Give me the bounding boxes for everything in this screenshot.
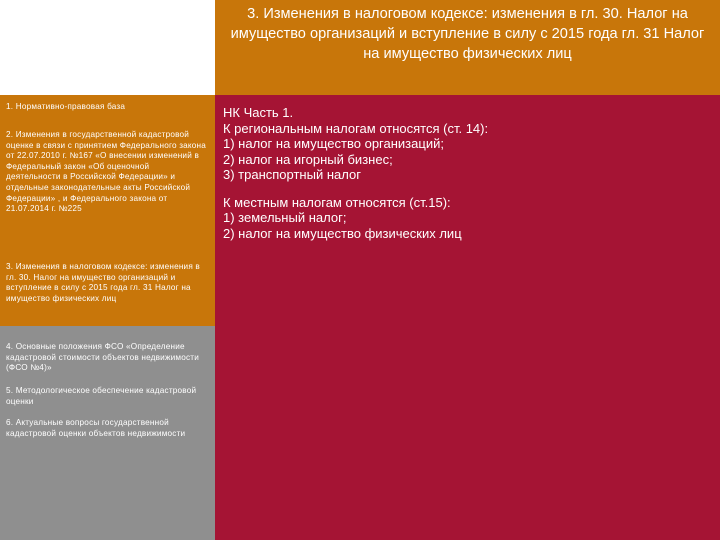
block1-line-2: К региональным налогам относятся (ст. 14): <box>223 120 489 136</box>
block1-line-1: НК Часть 1. <box>223 105 294 120</box>
block2-line-1: К местным налогам относятся (ст.15): <box>223 194 451 210</box>
sidebar-item-6[interactable]: 6. Актуальные вопросы государственной кадастровой оценки объектов недвижимости <box>6 418 186 438</box>
block1-line-4: 2) налог на игорный бизнес; <box>223 151 393 167</box>
block1-line-3: 1) налог на имущество организаций; <box>223 136 444 151</box>
spacer <box>223 183 712 195</box>
block2-line-3: 2) налог на имущество физических лиц <box>223 225 462 241</box>
sidebar-item-5[interactable]: 5. Методологическое обеспечение кадастровой оценки <box>6 386 197 406</box>
main-content <box>215 95 720 540</box>
sidebar-item-1[interactable]: 1. Нормативно-правовая база <box>6 102 126 111</box>
block1-line-5: 3) транспортный налог <box>223 167 361 182</box>
block2-line-2: 1) земельный налог; <box>223 210 347 225</box>
sidebar-item-2[interactable]: 2. Изменения в государственной кадастровой оценке в связи с принятием Федерального закона от 22.07.2010 г. №167 «О внесении изменений в Федеральный закон «Об оценочной деятельности в Российской Федерации» и отдельные законодательные акты Российской Федерации» , и Федерального закона от 21.07.2014 г. №225 <box>6 130 207 214</box>
slide-title: 3. Изменения в налоговом кодексе: изменения в гл. 30. Налог на имущество организаций и вступление в силу с 2015 года гл. 31 Налог на имущество физических лиц <box>215 0 720 95</box>
sidebar-other-sections <box>0 326 215 540</box>
sidebar-item-4[interactable]: 4. Основные положения ФСО «Определение кадастровой стоимости объектов недвижимости (ФСО №4)» <box>6 342 200 373</box>
header-blank <box>0 0 215 95</box>
sidebar-item-3[interactable]: 3. Изменения в налоговом кодексе: изменения в гл. 30. Налог на имущество организаций и вступление в силу с 2015 года гл. 31 Налог на имущество физических лиц <box>6 262 200 303</box>
sidebar-active-section <box>0 95 215 326</box>
